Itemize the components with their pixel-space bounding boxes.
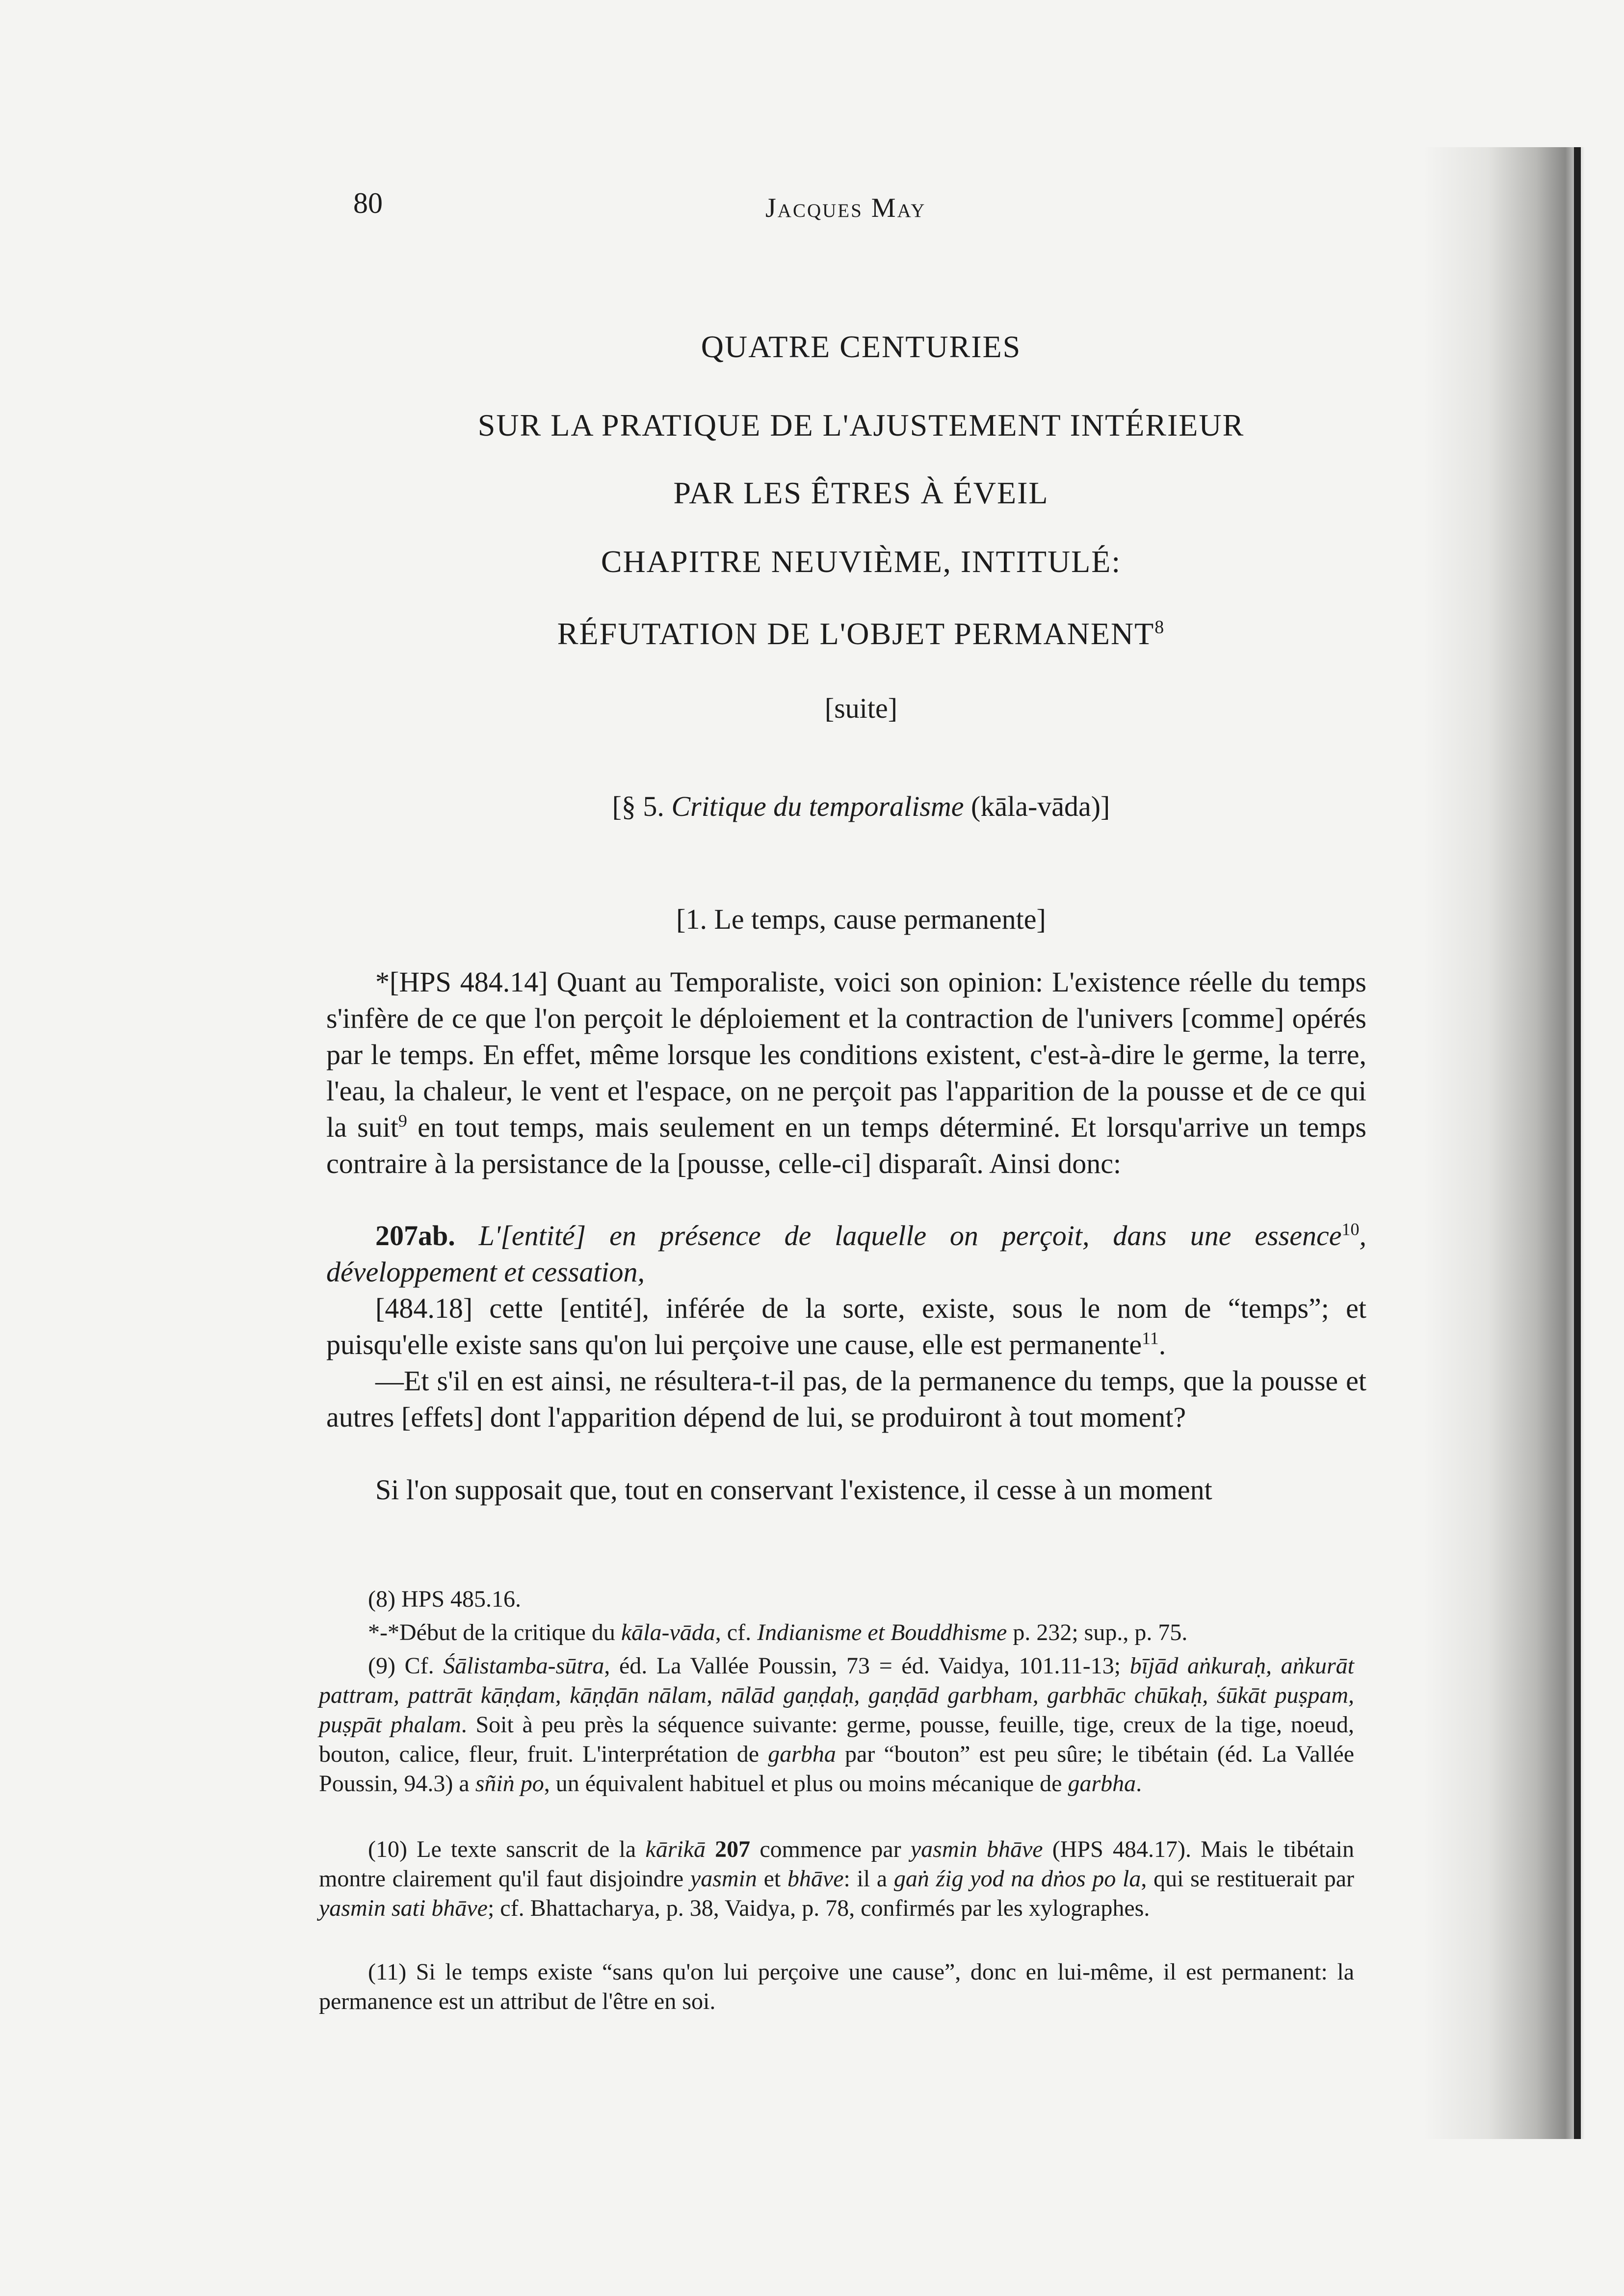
footnote-9-text-a: (9) Cf.	[368, 1653, 444, 1679]
title-line-5-text: RÉFUTATION DE L'OBJET PERMANENT	[557, 616, 1155, 651]
scan-binding-shadow	[1423, 147, 1585, 2139]
subsection-heading: [1. Le temps, cause permanente]	[676, 903, 1046, 935]
footnote-10-yasmin: yasmin	[690, 1866, 757, 1892]
section-heading-prefix: [§ 5.	[612, 790, 672, 822]
footnote-9-text-i: , un équivalent habituel et plus ou moins mécanique de	[544, 1771, 1068, 1797]
footnote-9	[319, 1651, 1354, 1799]
page-number: 80	[353, 187, 383, 219]
karika-number: 207ab.	[375, 1220, 455, 1252]
paragraph-4: Si l'on supposait que, tout en conservant l'existence, il cesse à un moment	[375, 1474, 1212, 1506]
title-line-4: CHAPITRE NEUVIÈME, INTITULÉ:	[601, 544, 1122, 579]
section-heading	[343, 790, 1379, 823]
footnote-11: (11) Si le temps existe “sans qu'on lui perçoive une cause”, donc en lui-même, il est permanent: la permanence est un attribut de l'être en soi.	[319, 1959, 1354, 2014]
footnote-10-bhave: bhāve	[787, 1866, 844, 1892]
footnote-10-phrase: yasmin bhāve	[910, 1836, 1043, 1862]
paragraph-1	[326, 964, 1366, 1182]
footnote-star	[319, 1618, 1354, 1647]
footnote-10-text-j: : il a	[843, 1866, 894, 1892]
footnote-9-garbha: garbha	[768, 1741, 836, 1767]
section-heading-term: (kāla-vāda)]	[964, 790, 1110, 822]
footnote-star-text-c: , cf.	[715, 1619, 758, 1645]
paragraph-2-text-b: .	[1158, 1329, 1166, 1360]
paragraph-3: —Et s'il en est ainsi, ne résultera-t-il pas, de la permanence du temps, que la pousse et autres [effets] dont l'apparition dépend de lui, se produiront à tout moment?	[326, 1365, 1366, 1433]
footnote-10-restitution: yasmin sati bhāve	[319, 1895, 488, 1921]
scan-binding-edge	[1574, 147, 1581, 2139]
footnote-ref-10: 10	[1341, 1219, 1360, 1239]
footnote-ref-11: 11	[1142, 1328, 1159, 1348]
footnote-9-garbha-2: garbha	[1068, 1771, 1136, 1797]
footnote-9-tibetan: sñiṅ po	[475, 1771, 544, 1797]
footnote-10-text-f: (HPS 484.17). Mais le tibétain montre clairement qu'il faut disjoindre	[319, 1836, 1355, 1892]
title-line-5	[343, 616, 1379, 652]
footnote-10-text-h: et	[757, 1866, 787, 1892]
footnote-8: (8) HPS 485.16.	[368, 1586, 522, 1612]
running-head: Jacques May	[765, 193, 926, 223]
footnote-10	[319, 1835, 1354, 1923]
footnote-9-text-e: . Soit à peu près la séquence suivante: germe, pousse, feuille, tige, creux de la tige, noeud, bouton, calice, fleur, fruit. L'interprétation de	[319, 1712, 1354, 1767]
footnote-star-text-a: *-*Début de la critique du	[368, 1619, 621, 1645]
footnote-9-text-c: , éd. La Vallée Poussin, 73 = éd. Vaidya, 101.11-13;	[604, 1653, 1130, 1679]
paragraph-1-text-b: en tout temps, mais seulement en un temps déterminé. Et lorsqu'arrive un temps contraire à la persistance de la [pousse, celle-ci] disparaît. Ainsi donc:	[326, 1111, 1366, 1179]
title-line-1: QUATRE CENTURIES	[701, 329, 1022, 364]
paragraph-2-text-a: [484.18] cette [entité], inférée de la sorte, existe, sous le nom de “temps”; et puisqu'elle existe sans qu'on lui perçoive une cause, elle est permanente	[326, 1292, 1366, 1360]
paragraph-2	[326, 1290, 1366, 1363]
footnote-ref-8: 8	[1154, 617, 1165, 638]
karika-text-a: L'[entité] en présence de laquelle on perçoit, dans une essence	[455, 1220, 1342, 1252]
suite-label: [suite]	[824, 692, 898, 724]
footnote-9-text-k: .	[1136, 1771, 1142, 1797]
footnote-10-tibetan: gaṅ źig yod na dṅos po la	[893, 1866, 1141, 1892]
footnote-star-book: Indianisme et Bouddhisme	[757, 1619, 1007, 1645]
footnote-9-text-g: par “bouton” est peu sûre; le tibétain (éd. La Vallée Poussin, 94.3) a	[319, 1741, 1355, 1797]
footnote-9-sanskrit: bījād aṅkuraḥ, aṅkurāt pattram, pattrāt kāṇḍam, kāṇḍān nālam, nālād gaṇḍaḥ, gaṇḍād garbham, garbhāc chūkaḥ, śūkāt puṣpam, puṣpāt phalam	[319, 1653, 1354, 1738]
footnote-10-text-a: (10) Le texte sanscrit de la	[368, 1836, 646, 1862]
footnote-10-text-d: commence par	[750, 1836, 911, 1862]
footnote-10-number: 207	[706, 1836, 751, 1862]
footnote-star-text-e: p. 232; sup., p. 75.	[1007, 1619, 1188, 1645]
footnote-10-karika: kārikā	[645, 1836, 706, 1862]
footnote-10-text-l: , qui se restituerait par	[1141, 1866, 1355, 1892]
footnote-9-sutra: Śālistamba-sūtra	[443, 1653, 604, 1679]
title-line-2: SUR LA PRATIQUE DE L'AJUSTEMENT INTÉRIEUR	[477, 408, 1245, 443]
section-heading-title: Critique du temporalisme	[671, 790, 964, 822]
footnote-ref-9: 9	[398, 1111, 407, 1131]
karika-text-b: , développement et cessation,	[326, 1220, 1366, 1288]
title-line-3: PAR LES ÊTRES À ÉVEIL	[673, 475, 1049, 510]
paragraph-1-text-a: *[HPS 484.14] Quant au Temporaliste, voici son opinion: L'existence réelle du temps s'infère de ce que l'on perçoit le déploiement et la contraction de l'univers [comme] opérés par le temps. En effet, même lorsque les conditions existent, c'est-à-dire le germe, la terre, l'eau, la chaleur, le vent et l'espace, on ne perçoit pas l'apparition de la pousse et de ce qui la suit	[326, 966, 1366, 1143]
footnote-star-term: kāla-vāda	[621, 1619, 715, 1645]
karika-207ab	[326, 1218, 1366, 1290]
footnote-10-text-n: ; cf. Bhattacharya, p. 38, Vaidya, p. 78, confirmés par les xylographes.	[487, 1895, 1150, 1921]
